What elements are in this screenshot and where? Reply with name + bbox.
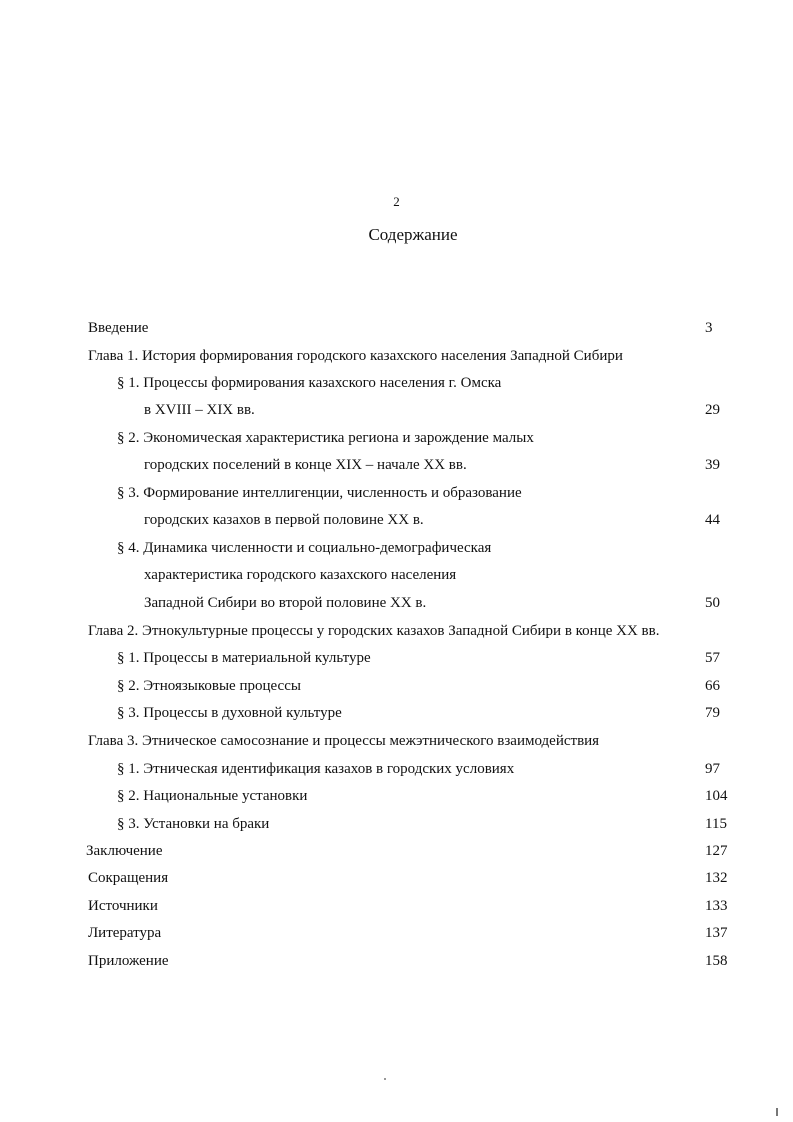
toc-ch2-section-1: § 1. Процессы в материальной культуре — [117, 650, 371, 666]
toc-chapter-2: Глава 2. Этнокультурные процессы у городских казахов Западной Сибири в конце XX вв. — [88, 623, 660, 639]
toc-page-ch1-s2: 39 — [705, 457, 720, 473]
toc-page-conclusion: 127 — [705, 843, 728, 859]
toc-page-ch3-s2: 104 — [705, 788, 728, 804]
toc-page-ch1-s3: 44 — [705, 512, 720, 528]
page-number: 2 — [393, 194, 400, 209]
toc-entry-sources: Источники — [88, 898, 158, 914]
toc-ch1-section-3-cont: городских казахов в первой половине XX в. — [144, 512, 424, 528]
toc-ch1-section-3: § 3. Формирование интеллигенции, численность и образование — [117, 485, 522, 501]
toc-ch1-section-1: § 1. Процессы формирования казахского населения г. Омска — [117, 375, 502, 391]
toc-ch3-section-3: § 3. Установки на браки — [117, 816, 270, 832]
toc-page-ch2-s2: 66 — [705, 678, 720, 694]
toc-chapter-3: Глава 3. Этническое самосознание и процессы межэтнического взаимодействия — [88, 733, 600, 749]
toc-ch3-section-1: § 1. Этническая идентификация казахов в городских условиях — [117, 761, 515, 777]
scan-speck — [384, 1078, 386, 1080]
toc-page-literature: 137 — [705, 925, 728, 941]
toc-ch2-section-3: § 3. Процессы в духовной культуре — [117, 705, 342, 721]
toc-entry-abbreviations: Сокращения — [88, 870, 169, 886]
toc-page-ch3-s1: 97 — [705, 761, 720, 777]
toc-entry-appendix: Приложение — [88, 953, 169, 969]
toc-page-appendix: 158 — [705, 953, 728, 969]
toc-ch1-section-1-cont: в XVIII – XIX вв. — [144, 402, 255, 418]
toc-ch1-section-4-cont: характеристика городского казахского населения — [144, 567, 457, 583]
toc-ch1-section-2: § 2. Экономическая характеристика региона и зарождение малых — [117, 430, 534, 446]
toc-page-ch2-s3: 79 — [705, 705, 720, 721]
toc-page-abbreviations: 132 — [705, 870, 728, 886]
toc-page-intro: 3 — [705, 320, 713, 336]
toc-ch3-section-2: § 2. Национальные установки — [117, 788, 308, 804]
toc-page-ch1-s1: 29 — [705, 402, 720, 418]
toc-page-ch3-s3: 115 — [705, 816, 727, 832]
toc-ch2-section-2: § 2. Этноязыковые процессы — [117, 678, 301, 694]
toc-chapter-1: Глава 1. История формирования городского казахского населения Западной Сибири — [88, 348, 623, 364]
toc-ch1-section-4: § 4. Динамика численности и социально-демографическая — [117, 540, 492, 556]
toc-ch1-section-2-cont: городских поселений в конце XIX – начале XX вв. — [144, 457, 467, 473]
page-title: Содержание — [368, 225, 458, 244]
toc-page-ch2-s1: 57 — [705, 650, 720, 666]
scan-speck — [776, 1108, 778, 1116]
toc-page-sources: 133 — [705, 898, 728, 914]
toc-entry-conclusion: Заключение — [86, 843, 163, 859]
toc-entry-literature: Литература — [88, 925, 162, 941]
toc-page-ch1-s4: 50 — [705, 595, 720, 611]
toc-entry-intro: Введение — [88, 320, 149, 336]
toc-ch1-section-4-cont2: Западной Сибири во второй половине XX в. — [144, 595, 427, 611]
